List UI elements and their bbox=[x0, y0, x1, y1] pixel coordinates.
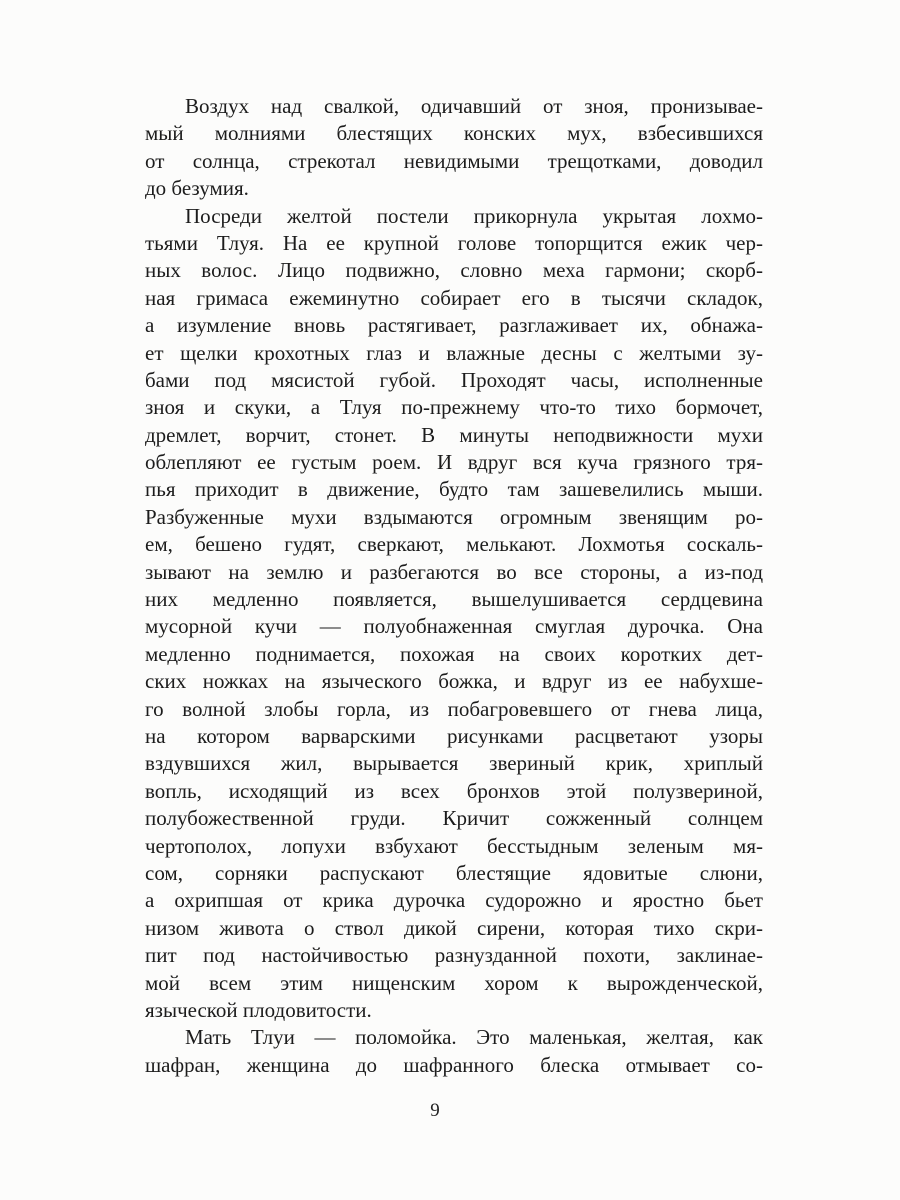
paragraph bbox=[145, 1024, 763, 1079]
text-line: облепляют ее густым роем. И вдруг вся куча грязного тря- bbox=[145, 450, 763, 475]
text-line: дремлет, ворчит, стонет. В минуты неподвижности мухи bbox=[145, 422, 763, 447]
page-text bbox=[145, 93, 763, 1079]
text-line: зноя и скуки, а Тлуя по-прежнему что-то тихо бормочет, bbox=[145, 395, 763, 420]
text-line: полубожественной груди. Кричит сожженный солнцем bbox=[145, 806, 763, 831]
text-line: а охрипшая от крика дурочка судорожно и яростно бьет bbox=[145, 888, 763, 913]
text-line: ных волос. Лицо подвижно, словно меха гармони; скорб- bbox=[145, 258, 763, 283]
text-line: пья приходит в движение, будто там зашевелились мыши. bbox=[145, 477, 763, 502]
text-line: тьями Тлуя. На ее крупной голове топорщится ежик чер- bbox=[145, 230, 763, 255]
text-line: до безумия. bbox=[145, 176, 249, 201]
text-line: мусорной кучи — полуобнаженная смуглая дурочка. Она bbox=[145, 614, 763, 639]
text-line: ских ножках на языческого божка, и вдруг из ее набухше- bbox=[145, 669, 763, 694]
text-line: Мать Тлуи — поломойка. Это маленькая, желтая, как bbox=[185, 1025, 763, 1050]
page-number: 9 bbox=[430, 1100, 440, 1121]
text-line: зывают на землю и разбегаются во все стороны, а из-под bbox=[145, 559, 763, 584]
text-line: шафран, женщина до шафранного блеска отмывает со- bbox=[145, 1052, 763, 1077]
text-line: ет щелки крохотных глаз и влажные десны с желтыми зу- bbox=[145, 340, 763, 365]
text-line: медленно поднимается, похожая на своих коротких дет- bbox=[145, 641, 763, 666]
text-line: Разбуженные мухи вздымаются огромным звенящим ро- bbox=[145, 504, 763, 529]
text-line: а изумление вновь растягивает, разглаживает их, обнажа- bbox=[145, 313, 763, 338]
text-line: ем, бешено гудят, сверкают, мелькают. Лохмотья соскаль- bbox=[145, 532, 763, 557]
text-line: ная гримаса ежеминутно собирает его в тысячи складок, bbox=[145, 285, 763, 310]
text-line: сом, сорняки распускают блестящие ядовитые слюни, bbox=[145, 860, 763, 885]
text-line: чертополох, лопухи взбухают бесстыдным зеленым мя- bbox=[145, 833, 763, 858]
text-line: бами под мясистой губой. Проходят часы, исполненные bbox=[145, 367, 763, 392]
text-line: Посреди желтой постели прикорнула укрытая лохмо- bbox=[185, 203, 763, 228]
text-line: от солнца, стрекотал невидимыми трещотками, доводил bbox=[145, 148, 763, 173]
paragraph bbox=[145, 93, 763, 203]
text-line: Воздух над свалкой, одичавший от зноя, пронизывае- bbox=[185, 94, 763, 118]
text-line: низом живота о ствол дикой сирени, которая тихо скри- bbox=[145, 915, 763, 940]
text-line: на котором варварскими рисунками расцветают узоры bbox=[145, 723, 763, 748]
text-line: мой всем этим нищенским хором к вырожденческой, bbox=[145, 970, 763, 995]
text-line: языческой плодовитости. bbox=[145, 997, 372, 1022]
text-line: го волной злобы горла, из побагровевшего от гнева лица, bbox=[145, 696, 763, 721]
text-line: пит под настойчивостью разнузданной похоти, заклинае- bbox=[145, 943, 763, 968]
text-line: вздувшихся жил, вырывается звериный крик, хриплый bbox=[145, 751, 763, 776]
text-line: них медленно появляется, вышелушивается сердцевина bbox=[145, 587, 763, 612]
paragraph bbox=[145, 203, 763, 1025]
text-line: вопль, исходящий из всех бронхов этой полузвериной, bbox=[145, 778, 763, 803]
text-line: мый молниями блестящих конских мух, взбесившихся bbox=[145, 121, 763, 146]
